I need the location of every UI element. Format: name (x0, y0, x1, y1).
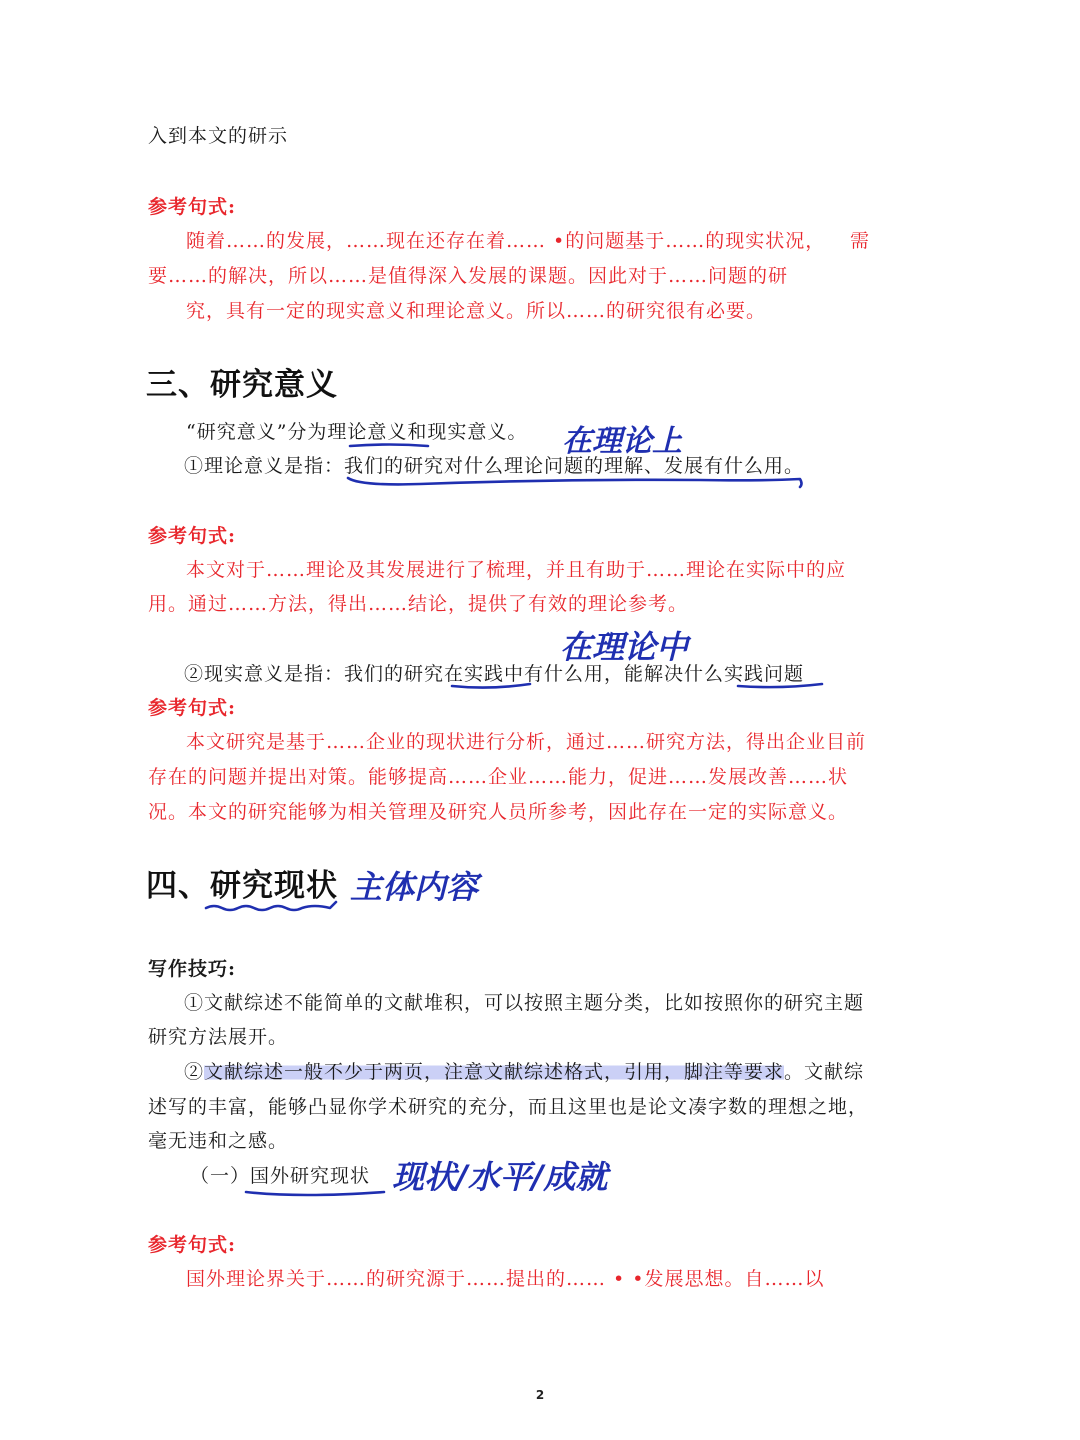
tips-label: 写作技巧: (148, 958, 237, 980)
ref-text-line: 用。通过……方法，得出……结论，提供了有效的理论参考。 (148, 593, 689, 615)
handwritten-note-foreign: 现状/水平/成就 (392, 1158, 608, 1196)
tip2-rest: 。文献综 (784, 1061, 865, 1083)
intro-line: 入到本文的研示 (148, 125, 289, 147)
ref-text-line: 究，具有一定的现实意义和理论意义。所以……的研究很有必要。 (186, 300, 767, 322)
handwritten-note-theory: 在理论上 (562, 424, 682, 459)
handwritten-note-status: 主体内容 (350, 868, 479, 906)
tip-line: 毫无违和之感。 (148, 1130, 289, 1152)
theory-meaning-line (184, 452, 804, 480)
theory-prefix: ①理论意义是指： (184, 455, 345, 477)
ref-label-1: 参考句式: (148, 196, 237, 218)
ref-text-line: 需 (850, 230, 871, 252)
section-heading-3: 三、研究意义 (146, 367, 338, 403)
ref-label-3: 参考句式: (148, 697, 237, 719)
practice-meaning-line: ②现实意义是指：我们的研究在实践中有什么用，能解决什么实践问题 (184, 663, 805, 685)
tip-line: 研究方法展开。 (148, 1026, 289, 1048)
page-number: 2 (535, 1388, 545, 1402)
tip-line: 述写的丰富，能够凸显你学术研究的充分，而且这里也是论文凑字数的理想之地， (148, 1096, 869, 1118)
ref-label-2: 参考句式: (148, 525, 237, 547)
ref-text-line: 存在的问题并提出对策。能够提高……企业……能力，促进……发展改善……状 (148, 766, 849, 788)
tip-line: ①文献综述不能简单的文献堆积，可以按照主题分类，比如按照你的研究主题 (184, 992, 865, 1014)
underline-foreign-status (246, 1192, 384, 1195)
subsection-foreign: （一）国外研究现状 (190, 1165, 371, 1187)
ref-text-line: 本文研究是基于……企业的现状进行分析，通过……研究方法，得出企业目前 (186, 731, 867, 753)
ref-text-line: 国外理论界关于……的研究源于……提出的…… • •发展思想。自……以 (186, 1268, 825, 1290)
tip2-prefix: ② (184, 1061, 205, 1083)
ref-text-line: 要……的解决，所以……是值得深入发展的课题。因此对于……问题的研 (148, 265, 789, 287)
handwritten-note-practice: 在理论中 (560, 628, 689, 666)
section-heading-4: 四、研究现状 (146, 868, 338, 904)
theory-text: 我们的研究对什么理论问题的理解、发展有什么用。 (344, 455, 805, 477)
ref-label-4: 参考句式: (148, 1234, 237, 1256)
ref-text-line: 随着……的发展，……现在还存在着…… •的问题基于……的现实状况， (186, 230, 826, 252)
ref-text-line: 本文对于……理论及其发展进行了梳理，并且有助于……理论在实际中的应 (186, 559, 847, 581)
meaning-intro: “研究意义”分为理论意义和现实意义。 (186, 421, 528, 443)
highlighted-text: 文献综述一般不少于两页，注意文献综述格式，引用，脚注等要求 (204, 1061, 785, 1083)
tip2-first-line (184, 1058, 864, 1086)
ref-text-line: 况。本文的研究能够为相关管理及研究人员所参考，因此存在一定的实际意义。 (148, 801, 849, 823)
